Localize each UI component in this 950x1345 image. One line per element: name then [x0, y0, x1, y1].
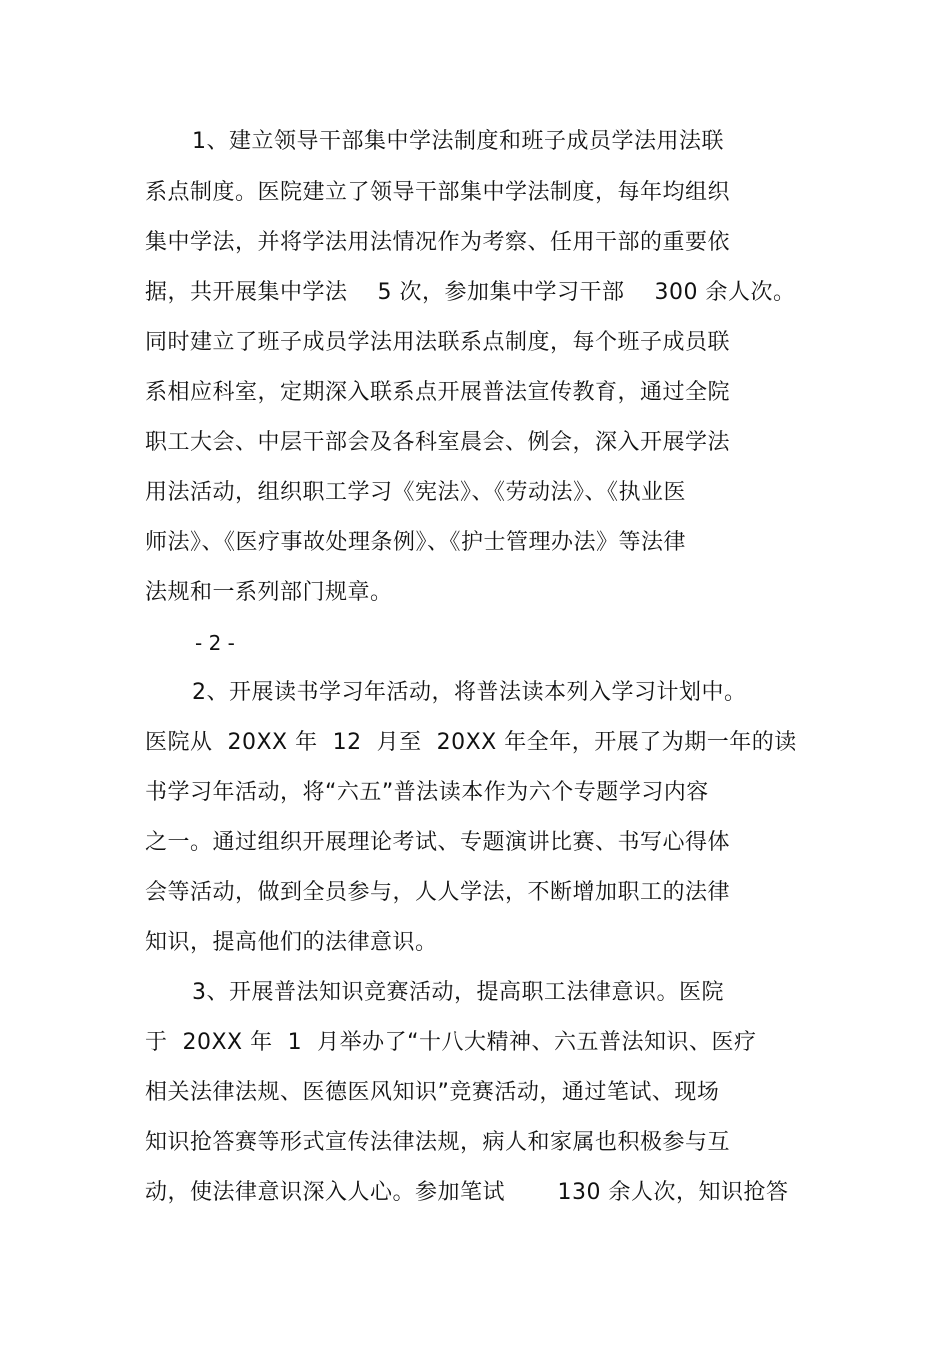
paragraph-3-line-5: 动，使法律意识深入人心。参加笔试 130 余人次，知识抢答 — [145, 1180, 789, 1205]
paragraph-1-line-1: 1、建立领导干部集中学法制度和班子成员学法用法联 — [192, 129, 724, 154]
paragraph-1-line-9: 师法》、《医疗事故处理条例》、《护士管理办法》等法律 — [145, 530, 687, 555]
paragraph-3-line-2: 于 20XX 年 1 月举办了“十八大精神、六五普法知识、医疗 — [145, 1030, 757, 1055]
paragraph-1-line-8: 用法活动，组织职工学习《宪法》、《劳动法》、《执业医 — [145, 480, 687, 505]
paragraph-2-line-2: 医院从 20XX 年 12 月至 20XX 年全年，开展了为期一年的读 — [145, 730, 797, 755]
page-number: - 2 - — [195, 631, 235, 655]
paragraph-1-line-7: 职工大会、中层干部会及各科室晨会、例会，深入开展学法 — [145, 430, 731, 455]
paragraph-2-line-6: 知识，提高他们的法律意识。 — [145, 930, 438, 955]
paragraph-2-line-3: 书学习年活动，将“六五”普法读本作为六个专题学习内容 — [145, 780, 709, 805]
paragraph-1-line-4: 据，共开展集中学法 5 次，参加集中学习干部 300 余人次。 — [145, 280, 796, 305]
paragraph-3-line-3: 相关法律法规、医德医风知识”竞赛活动，通过笔试、现场 — [145, 1080, 720, 1105]
paragraph-1-line-5: 同时建立了班子成员学法用法联系点制度，每个班子成员联 — [145, 330, 731, 355]
paragraph-3-line-4: 知识抢答赛等形式宣传法律法规，病人和家属也积极参与互 — [145, 1130, 731, 1155]
paragraph-1-line-2: 系点制度。医院建立了领导干部集中学法制度，每年均组织 — [145, 180, 731, 205]
paragraph-2-line-4: 之一。通过组织开展理论考试、专题演讲比赛、书写心得体 — [145, 830, 731, 855]
paragraph-2-line-1: 2、开展读书学习年活动，将普法读本列入学习计划中。 — [192, 680, 747, 705]
paragraph-1-line-3: 集中学法，并将学法用法情况作为考察、任用干部的重要依 — [145, 230, 731, 255]
paragraph-1-line-6: 系相应科室，定期深入联系点开展普法宣传教育，通过全院 — [145, 380, 731, 405]
paragraph-1-line-10: 法规和一系列部门规章。 — [145, 580, 393, 605]
paragraph-3-line-1: 3、开展普法知识竞赛活动，提高职工法律意识。医院 — [192, 980, 724, 1005]
paragraph-2-line-5: 会等活动，做到全员参与，人人学法，不断增加职工的法律 — [145, 880, 731, 905]
